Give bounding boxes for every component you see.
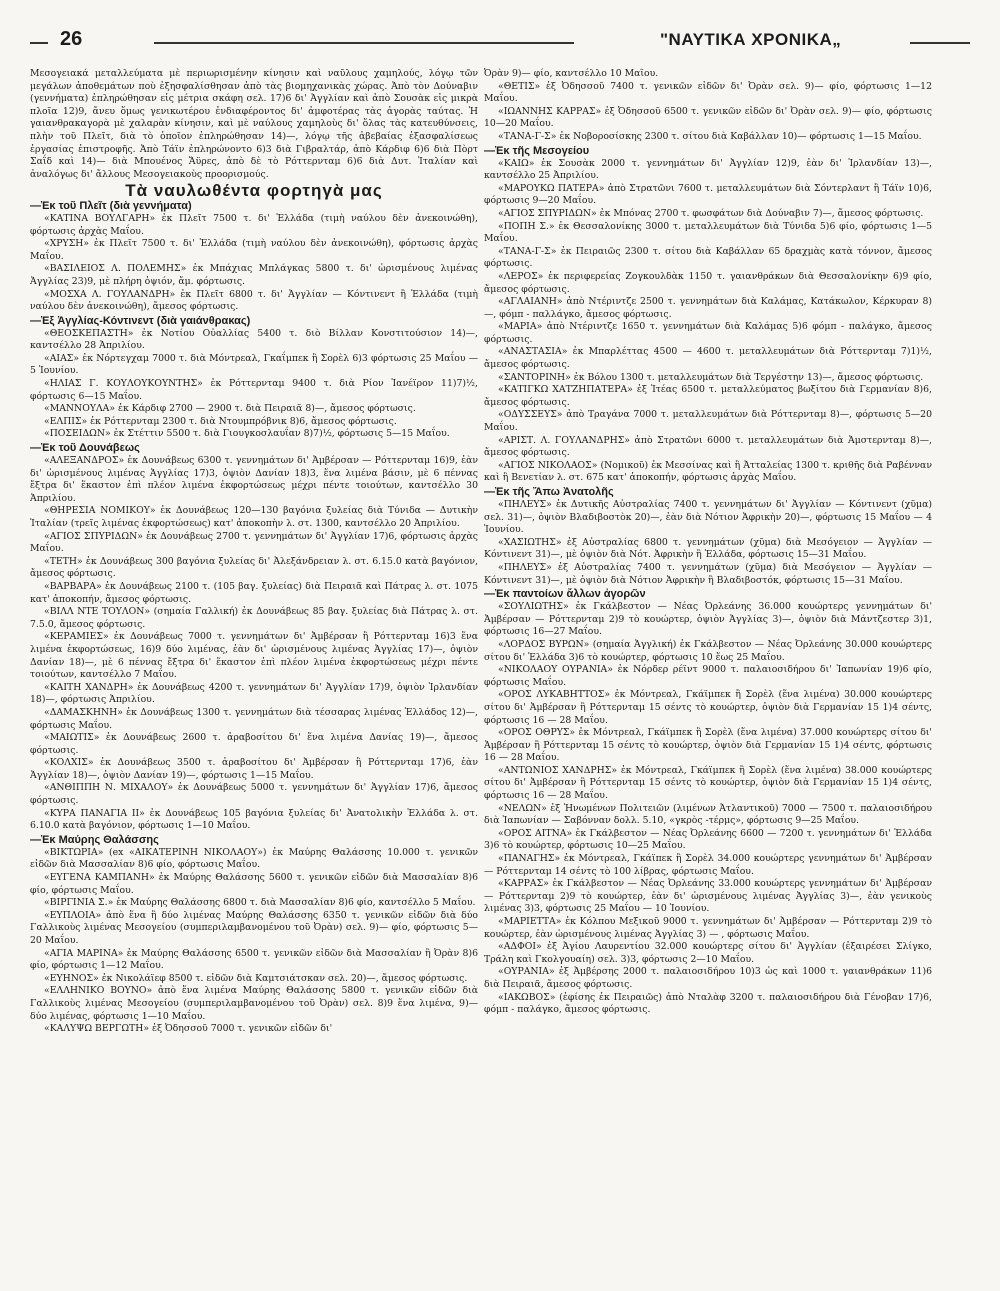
fixture-entry: «ΙΩΑΝΝΗΣ ΚΑΡΡΑΣ» ἐξ Ὀδησσοῦ 6500 τ. γενικῶν εἰδῶν δι' Ὀρὰν σελ. 9)— φίο, φόρτωσις 10—20 Μαΐου. (484, 105, 932, 130)
section-heading: —Ἐκ τοῦ Πλεῖτ (διὰ γεννήματα) (30, 199, 192, 212)
fixture-entry: «ΟΡΟΣ ΑΙΤΝΑ» ἐκ Γκάλβεστον — Νέας Ὀρλεάνης 6600 — 7200 τ. γεννημάτων δι' Ἑλλάδα 3)6 τὸ κουώρτερ, φόρτωσις 10—25 Μαΐου. (484, 827, 932, 852)
fixture-entry: «ΑΙΑΣ» ἐκ Νόρτεγχαμ 7000 τ. διὰ Μόντρεαλ, Γκαΐμπεκ ἢ Σορὲλ 6)3 φόρτωσις 25 Μαΐου — 5 Ἰουνίου. (30, 352, 478, 377)
fixture-entry: «ΙΑΚΩΒΟΣ» (ἐφίσης ἐκ Πειραιῶς) ἀπὸ Νταλὰφ 3200 τ. παλαιοσιδήρου διὰ Γένοβαν 17)6, φόμπ - παλάγκο, ἄμεσος φόρτωσις. (484, 991, 932, 1016)
fixture-entry: «ΘΕΤΙΣ» ἐξ Ὀδησσοῦ 7400 τ. γενικῶν εἰδῶν δι' Ὀρὰν σελ. 9)— φίο, φόρτωσις 1—12 Μαΐου. (484, 80, 932, 105)
fixture-entry: «ΧΑΣΙΩΤΗΣ» ἐξ Αὐστραλίας 6800 τ. γεννημάτων (χῦμα) διὰ Μεσόγειον — Ἀγγλίαν — Κόντινεντ 31)—, μὲ ὀψιὸν διὰ Νότ. Ἀφρικὴν ἢ Ἑλλάδα, φόρτωσις 15—31 Μαΐου. (484, 536, 932, 561)
journal-title: "ΝΑΥΤΙΚΑ ΧΡΟΝΙΚΑ„ (660, 30, 842, 49)
fixture-entry: «ΕΥΓΕΝΑ ΚΑΜΠΑΝΗ» ἐκ Μαύρης Θαλάσσης 5600 τ. γενικῶν εἰδῶν διὰ Μασσαλίαν 8)6 φίο, φόρτωσις Μαΐου. (30, 872, 478, 896)
fixture-entry: «ΑΝΘΙΠΠΗ Ν. ΜΙΧΑΛΟΥ» ἐκ Δουνάβεως 5000 τ. γεννημάτων δι' Ἀγγλίαν 17)6, ἄμεσος φόρτωσις. (30, 782, 478, 807)
fixture-entry: «ΚΟΛΧΙΣ» ἐκ Δουνάβεως 3500 τ. ἀραβοσίτου δι' Ἀμβέρσαν ἢ Ρόττερνταμ 17)6, ἐὰν Ἀγγλίαν 18)—, ὀψιὸν Δανίαν 19)—, φόρτωσις 1—15 Μαΐου. (30, 757, 478, 781)
fixture-entry: «ΠΟΠΗ Σ.» ἐκ Θεσσαλονίκης 3000 τ. μεταλλευμάτων διὰ Τύνιδα 5)6 φίο, φόρτωσις 1—5 Μαΐου. (484, 220, 932, 245)
fixture-entry: «ΑΝΑΣΤΑΣΙΑ» ἐκ Μπαρλέττας 4500 — 4600 τ. μεταλλευμάτων διὰ Ρόττερνταμ 7)1)½, ἄμεσος φόρτωσις. (484, 346, 932, 371)
fixture-entry: «ΘΕΟΣΚΕΠΑΣΤΗ» ἐκ Νοτίου Οὐαλλίας 5400 τ. διὸ Βίλλαν Κονστιτούσιον 14)—, καντσέλλο 28 Ἀπριλίου. (30, 327, 478, 352)
fixture-entry: «ΟΥΡΑΝΙΑ» ἐξ Ἀμβέρσης 2000 τ. παλαιοσιδήρου 10)3 ὡς καὶ 1000 τ. γαιανθράκων 11)6 διὰ Πειραιᾶ, ἄμεσος φόρτωσις. (484, 966, 932, 990)
section-heading: —Ἐκ τοῦ Δουνάβεως (30, 442, 140, 455)
fixture-entry: «ΜΑΡΙΕΤΤΑ» ἐκ Κόλπου Μεξικοῦ 9000 τ. γεννημάτων δι' Ἀμβέρσαν — Ρόττερνταμ 2)9 τὸ κουώρτερ, ἐὰν ὡρισμένους λιμένας Ἀγγλίας 3) — , φόρτωσις Μαΐου. (484, 916, 932, 940)
fixture-entry: «ΒΙΡΓΙΝΙΑ Σ.» ἐκ Μαύρης Θαλάσσης 6800 τ. διὰ Μασσαλίαν 8)6 φίο, καντσέλλο 5 Μαΐου. (44, 897, 476, 909)
fixture-entry: «ΤΑΝΑ-Γ-Σ» ἐκ Νοβοροσίσκης 2300 τ. σίτου διὰ Καβάλλαν 10)— φόρτωσις 1—15 Μαΐου. (498, 130, 922, 142)
fixture-entry: «ΑΓΙΟΣ ΣΠΥΡΙΔΩΝ» ἐκ Δουνάβεως 2700 τ. γεννημάτων δι' Ἀγγλίαν 17)6, φόρτωσις ἀρχὰς Μαΐου. (30, 530, 478, 555)
fixture-entry: «ΜΑΡΟΥΚΩ ΠΑΤΕΡΑ» ἀπὸ Στρατῶνι 7600 τ. μεταλλευμάτων διὰ Σόντερλαντ ἢ Τάϊν 10)6, φόρτωσις 9—20 Μαΐου. (484, 182, 932, 207)
page-header (30, 28, 970, 58)
header-rule-right (910, 42, 970, 44)
fixture-entry: «ΚΑΤΙΓΚΩ ΧΑΤΖΗΠΑΤΕΡΑ» ἐξ Ἰτέας 6500 τ. μεταλλεύματος βωξίτου διὰ Γερμανίαν 8)6, ἄμεσος φόρτωσις. (484, 384, 932, 408)
fixture-entry: «ΝΙΚΟΛΑΟΥ ΟΥΡΑΝΙΑ» ἐκ Νόρδερ ρέϊντ 9000 τ. παλαιοσιδήρου δι' Ἰαπωνίαν 19)6 φίο, φόρτωσις Μαΐου. (484, 664, 932, 688)
page-number: 26 (60, 28, 83, 50)
fixture-entry: «ΒΙΚΤΩΡΙΑ» (ex «ΑΙΚΑΤΕΡΙΝΗ ΝΙΚΟΛΑΟΥ») ἐκ Μαύρης Θαλάσσης 10.000 τ. γενικῶν εἰδῶν διὰ Μασσαλίαν 8)6 φίο, φόρτωσις Μαΐου. (30, 846, 478, 871)
fixture-entry: «ΑΓΙΟΣ ΝΙΚΟΛΑΟΣ» (Νομικοῦ) ἐκ Μεσσίνας καὶ ἢ Ἀτταλείας 1300 τ. κριθῆς διὰ Ραβένναν καὶ ἢ Βενετίαν λ. στ. 675 κατ' ἀποκοπήν, φόρτωσις ἀρχὰς Μαΐου. (484, 459, 932, 484)
fixture-entry: «ΕΥΗΝΟΣ» ἐκ Νικολάϊεφ 8500 τ. εἰδῶν διὰ Καμτσιάτσκαν σελ. 20)—, ἄμεσος φόρτωσις. (44, 972, 468, 984)
fixture-entry: «ΜΑΙΩΤΙΣ» ἐκ Δουνάβεως 2600 τ. ἀραβοσίτου δι' ἕνα λιμένα Δανίας 19)—, ἄμεσος φόρτωσις. (30, 732, 478, 756)
fixture-entry: «ΣΑΝΤΟΡΙΝΗ» ἐκ Βόλου 1300 τ. μεταλλευμάτων διὰ Τεργέστην 13)—, ἄμεσος φόρτωσις. (498, 371, 924, 383)
fixture-entry: «ΤΑΝΑ-Γ-Σ» ἐκ Πειραιῶς 2300 τ. σίτου διὰ Καβάλλαν 65 δραχμὰς κατὰ τόννον, ἄμεσος φόρτωσις. (484, 245, 932, 270)
fixture-entry: «ΧΡΥΣΗ» ἐκ Πλεῖτ 7500 τ. δι' Ἑλλάδα (τιμὴ ναύλου δὲν ἀνεκοινώθη), φόρτωσις ἀρχὰς Μαΐου. (30, 238, 478, 262)
fixture-entry: «ΟΡΟΣ ΟΘΡΥΣ» ἐκ Μόντρεαλ, Γκάϊμπεκ ἢ Σορὲλ (ἕνα λιμένα) 37.000 κουώρτερς σίτου δι' Ἀμβέρσαν ἢ Ρόττερνταμ 15 σέντς τὸ κουώρτερ, ὀψιὸν διὰ Γερμανίαν 15 1)4 σέντς, φόρτωσις 16 — 28 Μαΐου. (484, 727, 932, 764)
fixture-entry: «ΝΕΛΩΝ» ἐξ Ἡνωμένων Πολιτειῶν (λιμένων Ἀτλαντικοῦ) 7000 — 7500 τ. παλαιοσιδήρου διὰ Ἰαπωνίαν — Σαβόνναν δολλ. 5.10, «γκρὸς -τέρμς», φόρτωσις 9—25 Μαΐου. (484, 802, 932, 827)
fixture-entry: «ΠΗΛΕΥΣ» ἐκ Δυτικῆς Αὐστραλίας 7400 τ. γεννημάτων δι' Ἀγγλίαν — Κόντινεντ (χῦμα) σελ. 31)—, ὀψιὸν Βλαδιβοστὸκ 20)—, ἐὰν διὰ Νότιον Ἀφρικὴν 20)—, φόρτωσις 15 Μαΐου — 4 Ἰουνίου. (484, 499, 932, 536)
fixture-entry: «ΘΗΡΕΣΙΑ ΝΟΜΙΚΟΥ» ἐκ Δουνάβεως 120—130 βαγόνια ξυλείας διὰ Τύνιδα — Δυτικὴν Ἰταλίαν (τρεῖς λιμένας ἐκφορτώσεως) κατ' ἀποκοπὴν λ. στ. 1300, καντσέλλο 20 Ἀπριλίου. (30, 505, 478, 529)
fixture-entry: «ΑΝΤΩΝΙΟΣ ΧΑΝΔΡΗΣ» ἐκ Μόντρεαλ, Γκάϊμπεκ ἢ Σορὲλ (ἕνα λιμένα) 38.000 κουώρτερς σίτου δι' Ἀμβέρσαν ἢ Ρόττερνταμ 15 σέντς τὸ κουώρτερ, ὀψιὸν διὰ Γερμανίαν 15 1)4 σέντς, φόρτωσις 16 — 28 Μαΐου. (484, 764, 932, 802)
fixture-entry: «ΑΡΙΣΤ. Λ. ΓΟΥΛΑΝΔΡΗΣ» ἀπὸ Στρατῶνι 6000 τ. μεταλλευμάτων διὰ Ἀμστερνταμ 8)—, ἄμεσος φόρτωσις. (484, 434, 932, 459)
fixture-entry: «ΠΑΝΑΓΗΣ» ἐκ Μόντρεαλ, Γκάϊπεκ ἢ Σορὲλ 34.000 κουώρτερς γεννημάτων δι' Ἀμβέρσαν — Ρόττερνταμ 14 σέντς τὸ 100 λίβρας, φόρτωσις Μαΐου. (484, 853, 932, 877)
header-rule-left (30, 42, 48, 44)
fixture-entry: «ΠΗΛΕΥΣ» ἐξ Αὐστραλίας 7400 τ. γεννημάτων (χῦμα) διὰ Μεσόγειον — Ἀγγλίαν — Κόντινεντ 31)—, μὲ ὀψιὸν διὰ Νότιον Ἀφρικὴν ἢ Βλαδιβοστόκ, φόρτωσις 15—31 Μαΐου. (484, 561, 932, 586)
fixture-entry: «ΕΛΠΙΣ» ἐκ Ρόττερνταμ 2300 τ. διὰ Ντουμπρόβνικ 8)6, ἄμεσος φόρτωσις. (44, 415, 397, 427)
fixture-entry: «ΒΙΛΛ ΝΤΕ ΤΟΥΛΟΝ» (σημαία Γαλλική) ἐκ Δουνάβεως 85 βαγ. ξυλείας διὰ Πάτρας λ. στ. 7.5.0, ἄμεσος φόρτωσις. (30, 606, 478, 630)
fixture-entry: «ΑΓΙΟΣ ΣΠΥΡΙΔΩΝ» ἐκ Μπόνας 2700 τ. φωσφάτων διὰ Δούναβιν 7)—, ἄμεσος φόρτωσις. (498, 207, 924, 219)
section-heading: —Ἐκ τῆς Ἄπω Ἀνατολῆς (484, 486, 614, 498)
fixture-entry: «ΕΛΛΗΝΙΚΟ ΒΟΥΝΟ» ἀπὸ ἕνα λιμένα Μαύρης Θαλάσσης 5800 τ. γενικῶν εἰδῶν διὰ Γαλλικοὺς λιμένας Μεσογείου (συμπεριλαμβανομένου τοῦ Ὀρὰν) σελ. 8)9 ἕνα λιμένα, 9)— δύο λιμένας, φόρτωσις 1—10 Μαΐου. (30, 985, 478, 1022)
fixture-entry: «ΔΑΜΑΣΚΗΝΗ» ἐκ Δουνάβεως 1300 τ. γεννημάτων διὰ τέσσαρας λιμένας Ἑλλάδος 12)—, φόρτωσις Μαΐου. (30, 706, 478, 731)
fixture-entry: «ΟΔΥΣΣΕΥΣ» ἀπὸ Τραγάνα 7000 τ. μεταλλευμάτων διὰ Ρόττερνταμ 8)—, φόρτωσις 5—20 Μαΐου. (484, 409, 932, 434)
fixture-entry: «ΛΟΡΔΟΣ ΒΥΡΩΝ» (σημαία Ἀγγλική) ἐκ Γκάλβεστον — Νέας Ὀρλεάνης 30.000 κουώρτερς σίτου δι' Ἑλλάδα 3)6 τὸ κουώρτερ, φόρτωσις 10 ἕως 25 Μαΐου. (484, 638, 932, 663)
fixture-entry: «ΤΕΤΗ» ἐκ Δουνάβεως 300 βαγόνια ξυλείας δι' Ἀλεξάνδρειαν λ. στ. 6.15.0 κατὰ βαγόνιον, ἄμεσος φόρτωσις. (30, 555, 478, 580)
left-column (30, 68, 478, 1268)
section-heading: —Ἐξ Ἀγγλίας-Κόντινεντ (διὰ γαιάνθρακας) (30, 314, 251, 327)
fixture-entry: «ΚΑΙΤΗ ΧΑΝΔΡΗ» ἐκ Δουνάβεως 4200 τ. γεννημάτων δι' Ἀγγλίαν 17)9, ὀψιὸν Ἰρλανδίαν 18)—, φόρτωσις Ἀπριλίου. (30, 681, 478, 706)
main-heading: Τὰ ναυλωθέντα φορτηγὰ μας (125, 181, 383, 201)
fixture-entry: «ΚΑΙΩ» ἐκ Σουσὰκ 2000 τ. γεννημάτων δι' Ἀγγλίαν 12)9, ἐὰν δι' Ἰρλανδίαν 13)—, καντσέλλο 25 Ἀπριλίου. (484, 157, 932, 182)
fixture-entry: «ΠΟΣΕΙΔΩΝ» ἐκ Στέττιν 5500 τ. διὰ Γιουγκοσλαυΐαν 8)7)½, φόρτωσις 5—15 Μαΐου. (44, 428, 450, 440)
right-column (484, 68, 932, 1268)
fixture-entry: Ὀρὰν 9)— φίο, καντσέλλο 10 Μαΐου. (484, 68, 659, 79)
fixture-entry: «ΑΛΕΞΑΝΔΡΟΣ» ἐκ Δουνάβεως 6300 τ. γεννημάτων δι' Ἀμβέρσαν — Ρόττερνταμ 16)9, ἐὰν δι' ὡρισμένους λιμένας Ἀγγλίας 17)3, ὀψιὸν Δανίαν 18)3, ἕνα λιμένα βάσιν, μὲ 6 πέννας ἔξτρα δι' ἕκαστον ἐπὶ πλέον λιμένα ἐκφορτώσεως μέχρι πέντε τοιούτων, καντσέλλο 30 Ἀπριλίου. (30, 455, 478, 504)
intro-paragraph: Μεσογειακά μεταλλεύματα μὲ περιωρισμένην κίνησιν καὶ ναῦλους χαμηλούς, λόγῳ τῶν μεγάλων ἀποθεμάτων ποὺ ἐξησφαλίσθησαν ἀπὸ τὰς βιομηχανικὰς χώρας. Ἀπὸ τὸν Δούναβιν (γεννήματα) ἐπληρώθησαν εἰς μέτρια σκάφη σελ. 17)6 δι' Ἀγγλίαν καὶ ἀπὸ Σουσὰκ εἰς μικρὰ πλοῖα 12)9, ἄνευ ὅμως γενικωτέρου ἐνδιαφέροντος δι' ἀμφοτέρας τὰς ἀγορὰς ταύτας. Ἡ γαιανθρακαγορὰ μὲ χαλαρὰν κίνησιν, καὶ μὲ ναύλους χαμηλοὺς δι' ὅλας τὰς κατευθύνσεις, πλὴν τοῦ Πλεῖτ, διὰ τὸ ὁποῖον ἐπληρώθησαν 14)—, λόγῳ τῆς ἀβεβαίας ἐξασφαλίσεως ἐργασίας ἐπιστροφῆς. Ἀπὸ Τάϊν ἐπληρώνοντο 6)3 διὰ Γιβραλτάρ, ἀπὸ Κάρδιφ 6)6 διὰ Πὸρτ Σαΐδ καὶ 14)— διὰ Μπουένος Ἄϋρες, ἀπὸ δὲ τὸ Ρόττερνταμ 6)6 διὰ Δυτ. Ἰταλίαν καὶ ἀναλόγως δι' ἄλλους Μεσογειακοὺς προορισμούς. (30, 68, 478, 180)
fixture-entry: «ΒΑΣΙΛΕΙΟΣ Λ. ΠΟΛΕΜΗΣ» ἐκ Μπάχιας Μπλάγκας 5800 τ. δι' ὡρισμένους λιμένας Ἀγγλίας 23)9, μὲ πλήρη ὀψιόν, ἄμ. φόρτωσις. (30, 263, 478, 287)
fixture-entry: «ΚΑΤΙΝΑ ΒΟΥΛΓΑΡΗ» ἐκ Πλεῖτ 7500 τ. δι' Ἑλλάδα (τιμὴ ναύλου δὲν ἀνεκοινώθη), φόρτωσις ἀρχὰς Μαΐου. (30, 212, 478, 237)
fixture-entry: «ΚΥΡΑ ΠΑΝΑΓΙΑ ΙΙ» ἐκ Δουνάβεως 105 βαγόνια ξυλείας δι' Ἀνατολικὴν Ἑλλάδα λ. στ. 6.10.0 κατὰ βαγόνιον, φόρτωσις 1—10 Μαΐου. (30, 807, 478, 832)
fixture-entry: «ΕΥΠΛΟΙΑ» ἀπὸ ἕνα ἢ δύο λιμένας Μαύρης Θαλάσσης 6350 τ. γενικῶν εἰδῶν διὰ δύο Γαλλικοὺς λιμένας Μεσογείου (συμπεριλαμβανομένου τοῦ Ὀρὰν) σελ. 9)— φίο, φόρτωσις 5—20 Μαΐου. (30, 909, 478, 946)
fixture-entry: «ΚΑΡΡΑΣ» ἐκ Γκάλβεστον — Νέας Ὀρλεάνης 33.000 κουώρτερς γεννημάτων δι' Ἀμβέρσαν — Ρόττερνταμ 2)9 τὸ κουώρτερ, ἐὰν δι' ὡρισμένους λιμένας Ἀγγλίας 3)—, ἐὰν γενικοὺς λιμένας 3)3, φόρτωσις 25 Μαΐου — 10 Ἰουνίου. (484, 878, 932, 915)
section-heading: —Ἐκ τῆς Μεσογείου (484, 144, 590, 157)
fixture-entry: «ΣΟΥΛΙΩΤΗΣ» ἐκ Γκάλβεστον — Νέας Ὀρλεάνης 36.000 κουώρτερς γεννημάτων δι' Ἀμβέρσαν — Ρόττερνταμ 2)9 τὸ κουώρτερ, ὀψιὸν Ἀγγλίας 3)—, ὀψιὸν διὰ Μάντζεστερ 3)1, φόρτωσις 16—27 Μαΐου. (484, 601, 932, 638)
section-heading: —Ἐκ παντοίων ἄλλων ἀγορῶν (484, 588, 646, 601)
fixture-entry: «ΑΓΛΑΙΑΝΗ» ἀπὸ Ντέριντζε 2500 τ. γεννημάτων διὰ Καλάμας, Κατάκωλον, Κέρκυραν 8)—, φόμπ - παλλάγκο, ἄμεσος φόρτωσις. (484, 296, 932, 320)
fixture-entry: «ΜΑΝΝΟΥΛΑ» ἐκ Κάρδιφ 2700 — 2900 τ. διὰ Πειραιᾶ 8)—, ἄμεσος φόρτωσις. (44, 403, 416, 415)
fixture-entry: «ΑΔΦΟΙ» ἐξ Ἀγίου Λαυρεντίου 32.000 κουώρτερς σίτου δι' Ἀγγλίαν (ἐξαιρέσει Σλίγκο, Τράλη καὶ Γκολγουαίη) σελ. 3)3, φόρτωσις 2—10 Μαΐου. (484, 941, 932, 965)
fixture-entry: «ΛΕΡΟΣ» ἐκ περιφερείας Ζογκουλδὰκ 1150 τ. γαιανθράκων διὰ Θεσσαλονίκην 6)9 φίο, ἄμεσος φόρτωσις. (484, 270, 932, 295)
fixture-entry: «ΜΑΡΙΑ» ἀπὸ Ντέριντζε 1650 τ. γεννημάτων διὰ Καλάμας 5)6 φόμπ - παλάγκο, ἄμεσος φόρτωσις. (484, 321, 932, 345)
fixture-entry: «ΗΛΙΑΣ Γ. ΚΟΥΛΟΥΚΟΥΝΤΗΣ» ἐκ Ρόττερνταμ 9400 τ. διὰ Ρίον Ἰανέϊρον 11)7)½, φόρτωσις 6—15 Μαΐου. (30, 378, 478, 402)
section-heading: —Ἐκ Μαύρης Θαλάσσης (30, 833, 159, 846)
header-rule-middle (154, 42, 574, 44)
fixture-entry: «ΑΓΙΑ ΜΑΡΙΝΑ» ἐκ Μαύρης Θαλάσσης 6500 τ. γενικῶν εἰδῶν διὰ Μασσαλίαν ἢ Ὀρὰν 8)6 φίο, φόρτωσις 1—12 Μαΐου. (30, 947, 478, 972)
fixture-entry: «ΜΟΣΧΑ Λ. ΓΟΥΛΑΝΔΡΗ» ἐκ Πλεῖτ 6800 τ. δι' Ἀγγλίαν — Κόντινεντ ἢ Ἑλλάδα (τιμὴ ναύλου δὲν ἀνεκοινώθη), ἄμεσος φόρτωσις. (30, 288, 478, 313)
fixture-entry: «ΟΡΟΣ ΛΥΚΑΒΗΤΤΟΣ» ἐκ Μόντρεαλ, Γκάϊμπεκ ἢ Σορὲλ (ἕνα λιμένα) 30.000 κουώρτερς σίτου δι' Ἀμβέρσαν ἢ Ρόττερνταμ 15 σέντς τὸ κουώρτερ, ὀψιὸν διὰ Γερμανίαν 15 1)4 σέντς, φόρτωσις 16 — 28 Μαΐου. (484, 689, 932, 726)
fixture-entry: «ΚΑΛΥΨΩ ΒΕΡΓΩΤΗ» ἐξ Ὀδησσοῦ 7000 τ. γενικῶν εἰδῶν δι' (44, 1023, 333, 1035)
fixture-entry: «ΚΕΡΑΜΙΕΣ» ἐκ Δουνάβεως 7000 τ. γεννημάτων δι' Ἀμβέρσαν ἢ Ρόττερνταμ 16)3 ἕνα λιμένα ἐκφορτώσεως, 16)9 δύο λιμένας, ἐὰν δι' ὡρισμένους λιμένας Ἀγγλίας 17)—, ὀψιὸν Δανίαν 18)—, μὲ 6 πέννας ἔξτρα δι' ἕκαστον ἐπὶ πλέον λιμένα ἐκφορτώσεως μέχρι πέντε τοιούτων, καντσέλλο 7 Μαΐου. (30, 631, 478, 681)
fixture-entry: «ΒΑΡΒΑΡΑ» ἐκ Δουνάβεως 2100 τ. (105 βαγ. ξυλείας) διὰ Πειραιᾶ καὶ Πάτρας λ. στ. 1075 κατ' ἀποκοπήν, ἄμεσος φόρτωσις. (30, 580, 478, 605)
